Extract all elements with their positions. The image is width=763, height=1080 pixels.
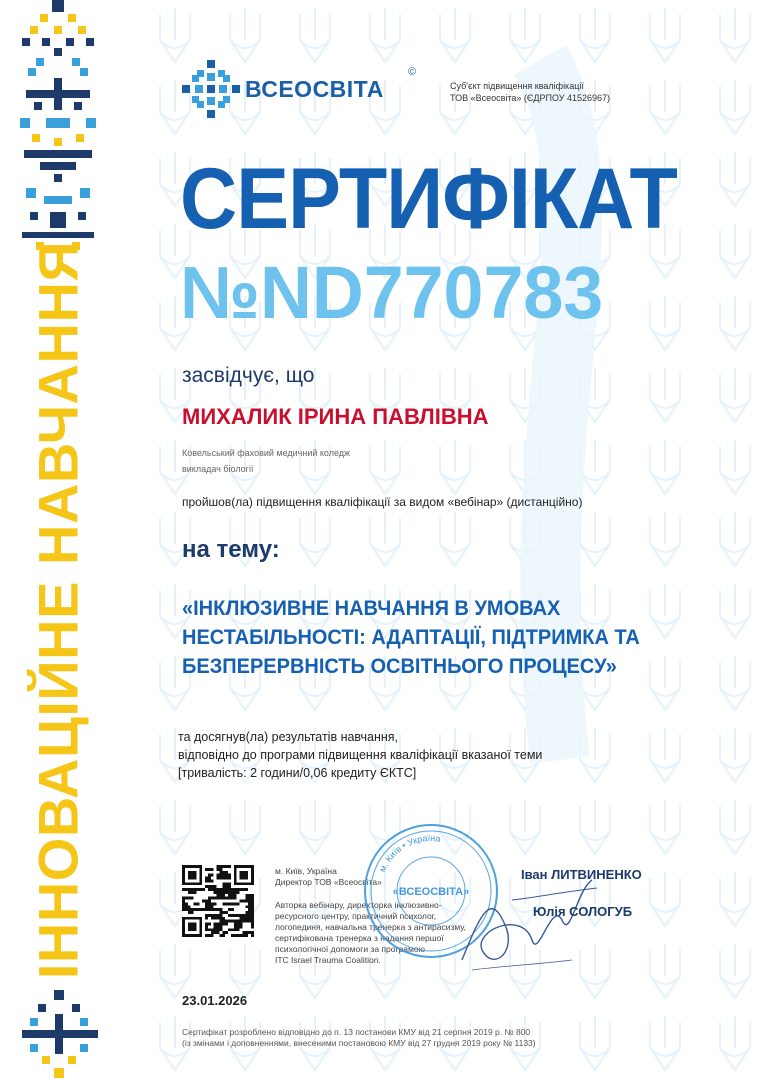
- svg-text:м. Київ • Україна: [377, 833, 441, 873]
- recipient-name: МИХАЛИК ІРИНА ПАВЛІВНА: [182, 404, 489, 429]
- certificate-number: №ND770783: [180, 251, 604, 334]
- topic-line: НЕСТАБІЛЬНОСТІ: АДАПТАЦІЇ, ПІДТРИМКА ТА: [182, 625, 640, 649]
- legal-footer: [182, 1027, 536, 1049]
- signer-author: Юлія СОЛОГУБ: [533, 904, 633, 919]
- ornament-bottom-icon: [0, 990, 130, 1080]
- result-text: [178, 728, 542, 782]
- result-line: та досягнув(ла) результатів навчання,: [178, 730, 399, 744]
- vertical-slogan-text: ІННОВАЦІЙНЕ НАВЧАННЯ: [26, 240, 90, 980]
- director-role: Директор ТОВ «Всеосвіта»: [275, 877, 382, 887]
- brand-name: ВСЕОСВІТА: [245, 76, 384, 102]
- author-line: психологічної допомоги за програмою: [275, 944, 425, 954]
- completion-text: пройшов(ла) підвищення кваліфікації за видом «вебінар» (дистанційно): [182, 495, 583, 509]
- topic-line: БЕЗПЕРЕРВНІСТЬ ОСВІТНЬОГО ПРОЦЕСУ»: [182, 654, 617, 678]
- topic-label: на тему:: [182, 536, 280, 563]
- author-line: Авторка вебінару, директорка інклюзивно-: [275, 900, 442, 910]
- qr-code: [182, 865, 254, 937]
- subject-info: [450, 80, 610, 104]
- ornament-top-icon: [0, 0, 130, 260]
- stamp-arc-text: м. Київ • Україна: [377, 832, 442, 874]
- result-line: відповідно до програми підвищення кваліфікації вказаної теми: [178, 748, 543, 762]
- certifies-text: засвідчує, що: [182, 364, 315, 387]
- topic-title: [182, 594, 703, 681]
- copyright-mark: ©: [408, 66, 417, 78]
- certificate-title: СЕРТИФІКАТ: [180, 151, 677, 247]
- place-text: м. Київ, Україна: [275, 866, 337, 876]
- author-line: логопединя, навчальна тренерка з антирасизму,: [275, 922, 467, 932]
- handwritten-signature: [452, 870, 602, 980]
- signer-director: Іван ЛИТВИНЕНКО: [521, 867, 642, 882]
- footer-line: Сертифікат розроблено відповідно до п. 13 постанови КМУ від 21 серпня 2019 р. № 800: [182, 1027, 531, 1037]
- footer-line: (із змінами і доповненнями, внесеними постановою КМУ від 27 грудня 2019 року № 1133): [182, 1038, 536, 1048]
- position-line: викладач біології: [182, 464, 254, 474]
- duration-line: [тривалість: 2 години/0,06 кредиту ЄКТС]: [178, 766, 417, 780]
- issue-date: 23.01.2026: [182, 993, 248, 1008]
- snowflake-logo-icon: [180, 58, 242, 120]
- author-line: ITC Israel Trauma Coalition.: [275, 955, 381, 965]
- subject-line: Суб'єкт підвищення кваліфікації: [450, 81, 584, 91]
- author-line: сертифікована тренерка з надання першої: [275, 933, 444, 943]
- author-line: ресурсного центру, практичний психолог,: [275, 911, 437, 921]
- stamp-center-text: «ВСЕОСВІТА»: [392, 886, 470, 898]
- ornament-sidebar: [0, 0, 130, 1080]
- topic-line: «ІНКЛЮЗИВНЕ НАВЧАННЯ В УМОВАХ: [182, 596, 561, 620]
- recipient-organization: [182, 445, 350, 477]
- org-line: Ковельський фаховий медичний коледж: [182, 448, 351, 458]
- subject-line: ТОВ «Всеосвіта» (ЄДРПОУ 41526967): [450, 93, 611, 103]
